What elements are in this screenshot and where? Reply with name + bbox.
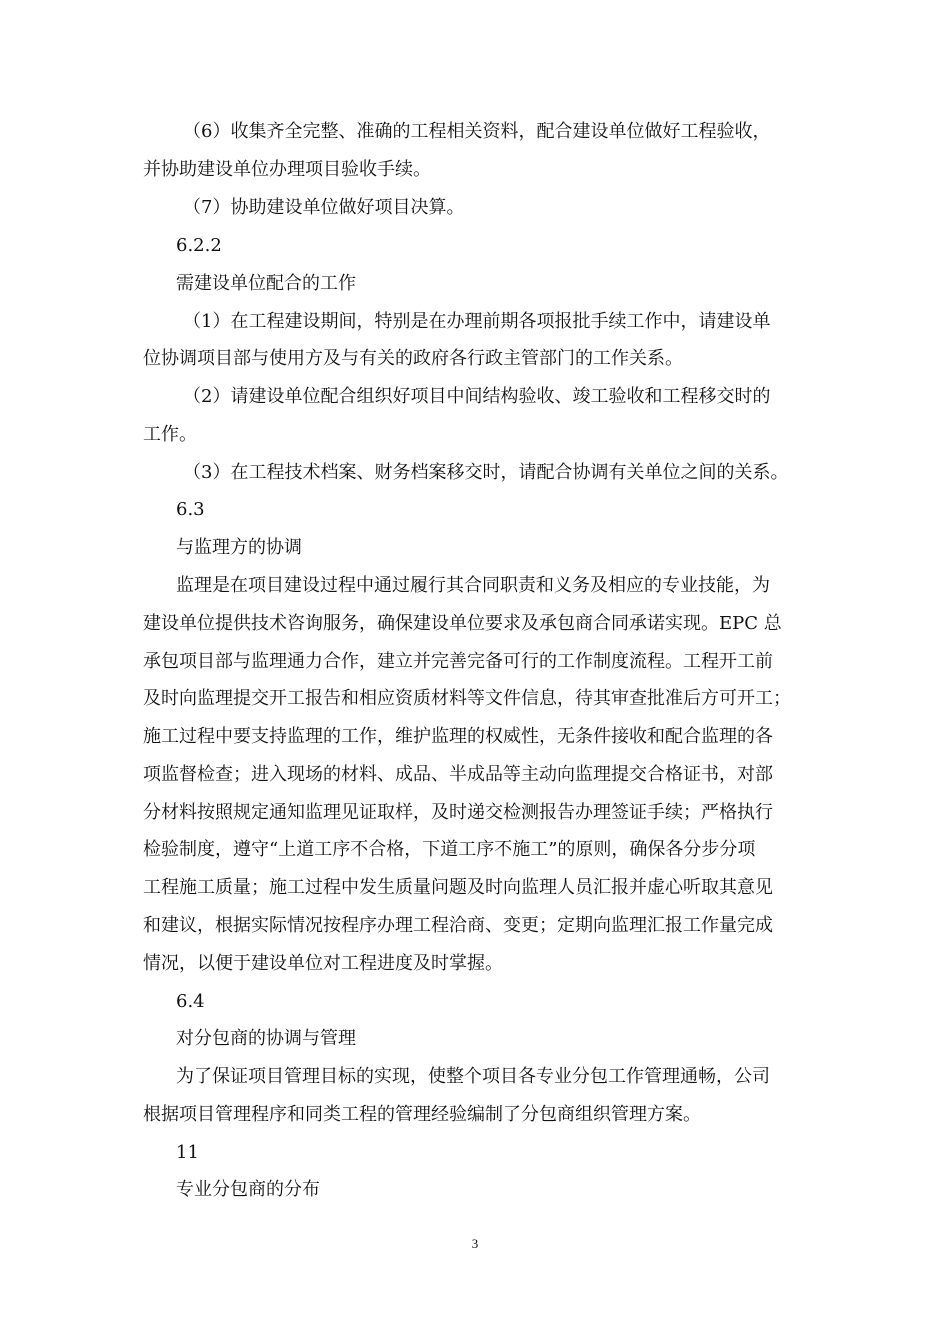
text-line: （2）请建设单位配合组织好项目中间结构验收、竣工验收和工程移交时的 [183, 386, 771, 407]
section-number: 6.4 [176, 991, 205, 1012]
text-line: 监理是在项目建设过程中通过履行其合同职责和义务及相应的专业技能，为 [176, 575, 770, 596]
text-line: 情况，以便于建设单位对工程进度及时掌握。 [143, 953, 503, 974]
text-line: 根据项目管理程序和同类工程的管理经验编制了分包商组织管理方案。 [143, 1104, 701, 1125]
text-line: 承包项目部与监理通力合作，建立并完善完备可行的工作制度流程。工程开工前 [143, 651, 773, 672]
text-line: 并协助建设单位办理项目验收手续。 [143, 159, 431, 180]
text-line: 检验制度，遵守“上道工序不合格，下道工序不施工”的原则，确保各分步分项 [143, 839, 756, 860]
section-heading: 需建设单位配合的工作 [176, 273, 356, 294]
section-number: 6.3 [176, 499, 205, 520]
page-number: 3 [471, 1236, 479, 1251]
text-line: （1）在工程建设期间，特别是在办理前期各项报批手续工作中，请建设单 [183, 311, 771, 332]
section-heading: 对分包商的协调与管理 [176, 1028, 356, 1049]
section-heading: 与监理方的协调 [176, 537, 302, 558]
text-line: 施工过程中要支持监理的工作，维护监理的权威性，无条件接收和配合监理的各 [143, 726, 773, 747]
text-line: 分材料按照规定通知监理见证取样，及时递交检测报告办理签证手续；严格执行 [143, 802, 773, 823]
section-number: 6.2.2 [176, 235, 222, 256]
text-line: 及时向监理提交开工报告和相应资质材料等文件信息，待其审查批准后方可开工； [143, 688, 791, 709]
section-number: 11 [176, 1142, 199, 1163]
text-line: 工程施工质量；施工过程中发生质量问题及时向监理人员汇报并虚心听取其意见 [143, 877, 773, 898]
text-line: （6）收集齐全完整、准确的工程相关资料，配合建设单位做好工程验收， [183, 121, 771, 142]
text-line: 为了保证项目管理目标的实现，使整个项目各专业分包工作管理通畅，公司 [176, 1066, 770, 1087]
text-line: 建设单位提供技术咨询服务，确保建设单位要求及承包商合同承诺实现。EPC 总 [143, 613, 782, 634]
text-line: 工作。 [143, 424, 197, 445]
text-line: 位协调项目部与使用方及与有关的政府各行政主管部门的工作关系。 [143, 348, 683, 369]
text-line: 和建议，根据实际情况按程序办理工程洽商、变更；定期向监理汇报工作量完成 [143, 915, 773, 936]
text-line: 项监督检查；进入现场的材料、成品、半成品等主动向监理提交合格证书，对部 [143, 764, 773, 785]
section-heading: 专业分包商的分布 [176, 1179, 320, 1200]
text-line: （3）在工程技术档案、财务档案移交时，请配合协调有关单位之间的关系。 [183, 462, 789, 483]
text-line: （7）协助建设单位做好项目决算。 [183, 197, 465, 218]
